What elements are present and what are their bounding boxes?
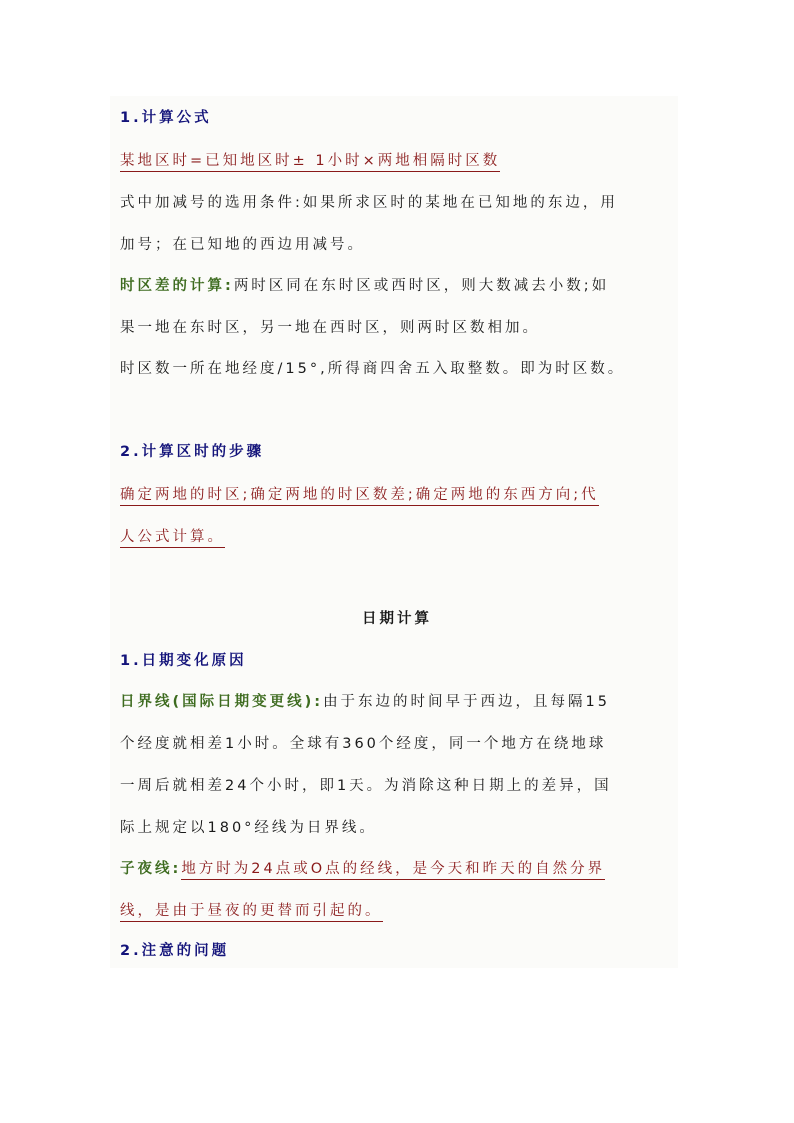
date-calc-title: 日期计算 [362, 611, 432, 627]
zone-diff-line-2: 果一地在东时区，另一地在西时区，则两时区数相加。 [120, 320, 540, 336]
zone-diff-label: 时区差的计算: [120, 278, 234, 294]
midnight-line-2 [120, 901, 383, 921]
formula-line [120, 151, 500, 171]
section-heading-steps: 2.计算区时的步骤 [120, 444, 265, 460]
steps-text-2: 人公式计算。 [120, 529, 225, 548]
section-heading-notes: 2.注意的问题 [120, 943, 230, 959]
zone-diff-line-1 [120, 276, 609, 296]
midnight-text-2: 线，是由于昼夜的更替而引起的。 [120, 903, 383, 922]
steps-text-1: 确定两地的时区;确定两地的时区数差;确定两地的东西方向;代 [120, 487, 599, 506]
steps-line-1 [120, 485, 599, 505]
condition-line-1: 式中加减号的选用条件:如果所求区时的某地在已知地的东边，用 [120, 195, 618, 211]
section-heading-date-change: 1.日期变化原因 [120, 653, 247, 669]
zone-diff-text-1: 两时区同在东时区或西时区，则大数减去小数;如 [233, 278, 610, 294]
midnight-label: 子夜线: [120, 861, 182, 877]
idl-line-1 [120, 692, 610, 712]
condition-line-2: 加号；在已知地的西边用减号。 [120, 237, 365, 253]
zone-number-rule: 时区数一所在地经度/15°,所得商四舍五入取整数。即为时区数。 [120, 361, 626, 377]
section-heading-formula: 1.计算公式 [120, 110, 212, 126]
idl-label: 日界线(国际日期变更线): [120, 694, 324, 710]
midnight-line-1 [120, 859, 605, 879]
steps-line-2 [120, 527, 225, 547]
midnight-text-1: 地方时为24点或O点的经线，是今天和昨天的自然分界 [181, 861, 605, 880]
formula-text: 某地区时=已知地区时± 1小时×两地相隔时区数 [120, 153, 500, 172]
idl-line-3: 一周后就相差24个小时，即1天。为消除这种日期上的差异，国 [120, 778, 612, 794]
idl-line-2: 个经度就相差1小时。全球有360个经度，同一个地方在绕地球 [120, 736, 607, 752]
idl-text-1: 由于东边的时间早于西边，且每隔15 [323, 694, 611, 710]
idl-line-4: 际上规定以180°经线为日界线。 [120, 820, 377, 836]
